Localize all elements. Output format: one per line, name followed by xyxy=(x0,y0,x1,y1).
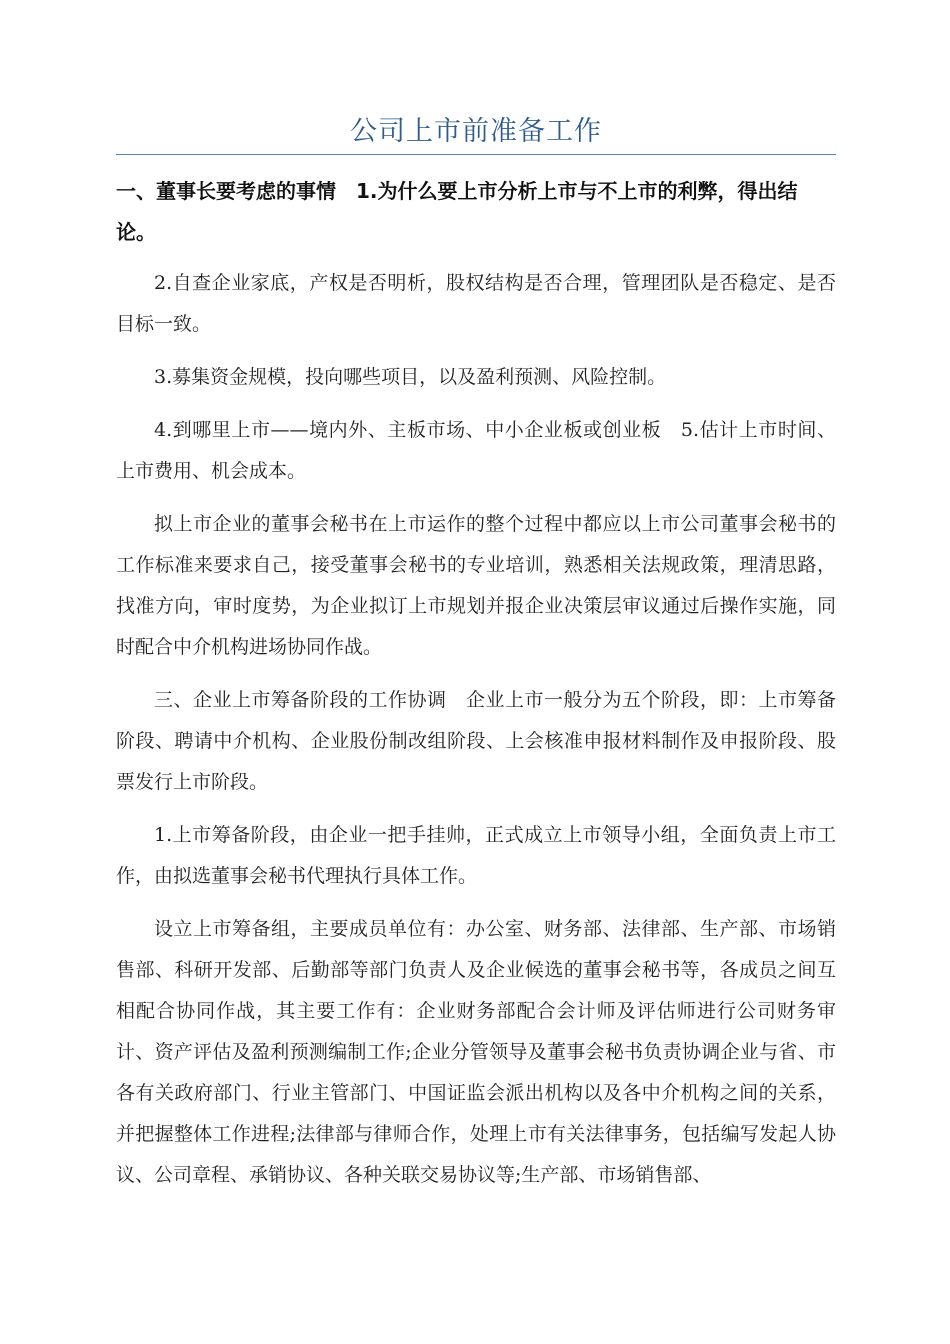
section-heading: 一、董事长要考虑的事情 1.为什么要上市分析上市与不上市的利弊，得出结论。 xyxy=(116,179,798,244)
document-title: 公司上市前准备工作 xyxy=(116,112,836,155)
paragraph: 3.募集资金规模，投向哪些项目，以及盈利预测、风险控制。 xyxy=(154,366,667,388)
paragraph: 拟上市企业的董事会秘书在上市运作的整个过程中都应以上市公司董事会秘书的工作标准来要求自己，接受董事会秘书的专业培训，熟悉相关法规政策，理清思路，找准方向，审时度势，为企业拟订上市规划并报企业决策层审议通过后操作实施，同时配合中介机构进场协同作战。 xyxy=(116,513,836,658)
paragraph: 三、企业上市筹备阶段的工作协调 企业上市一般分为五个阶段，即：上市筹备阶段、聘请中介机构、企业股份制改组阶段、上会核准申报材料制作及申报阶段、股票发行上市阶段。 xyxy=(116,689,836,793)
paragraph: 1.上市筹备阶段，由企业一把手挂帅，正式成立上市领导小组，全面负责上市工作，由拟选董事会秘书代理执行具体工作。 xyxy=(116,824,836,887)
document-page xyxy=(116,112,836,1208)
paragraph: 设立上市筹备组，主要成员单位有：办公室、财务部、法律部、生产部、市场销售部、科研开发部、后勤部等部门负责人及企业候选的董事会秘书等，各成员之间互相配合协同作战，其主要工作有：企业财务部配合会计师及评估师进行公司财务审计、资产评估及盈利预测编制工作;企业分管领导及董事会秘书负责协调企业与省、市各有关政府部门、行业主管部门、中国证监会派出机构以及各中介机构之间的关系，并把握整体工作进程;法律部与律师合作，处理上市有关法律事务，包括编写发起人协议、公司章程、承销协议、各种关联交易协议等;生产部、市场销售部、 xyxy=(116,918,836,1186)
paragraph: 4.到哪里上市——境内外、主板市场、中小企业板或创业板 5.估计上市时间、上市费用、机会成本。 xyxy=(116,419,836,482)
paragraph: 2.自查企业家底，产权是否明析，股权结构是否合理，管理团队是否稳定、是否目标一致。 xyxy=(116,272,836,335)
